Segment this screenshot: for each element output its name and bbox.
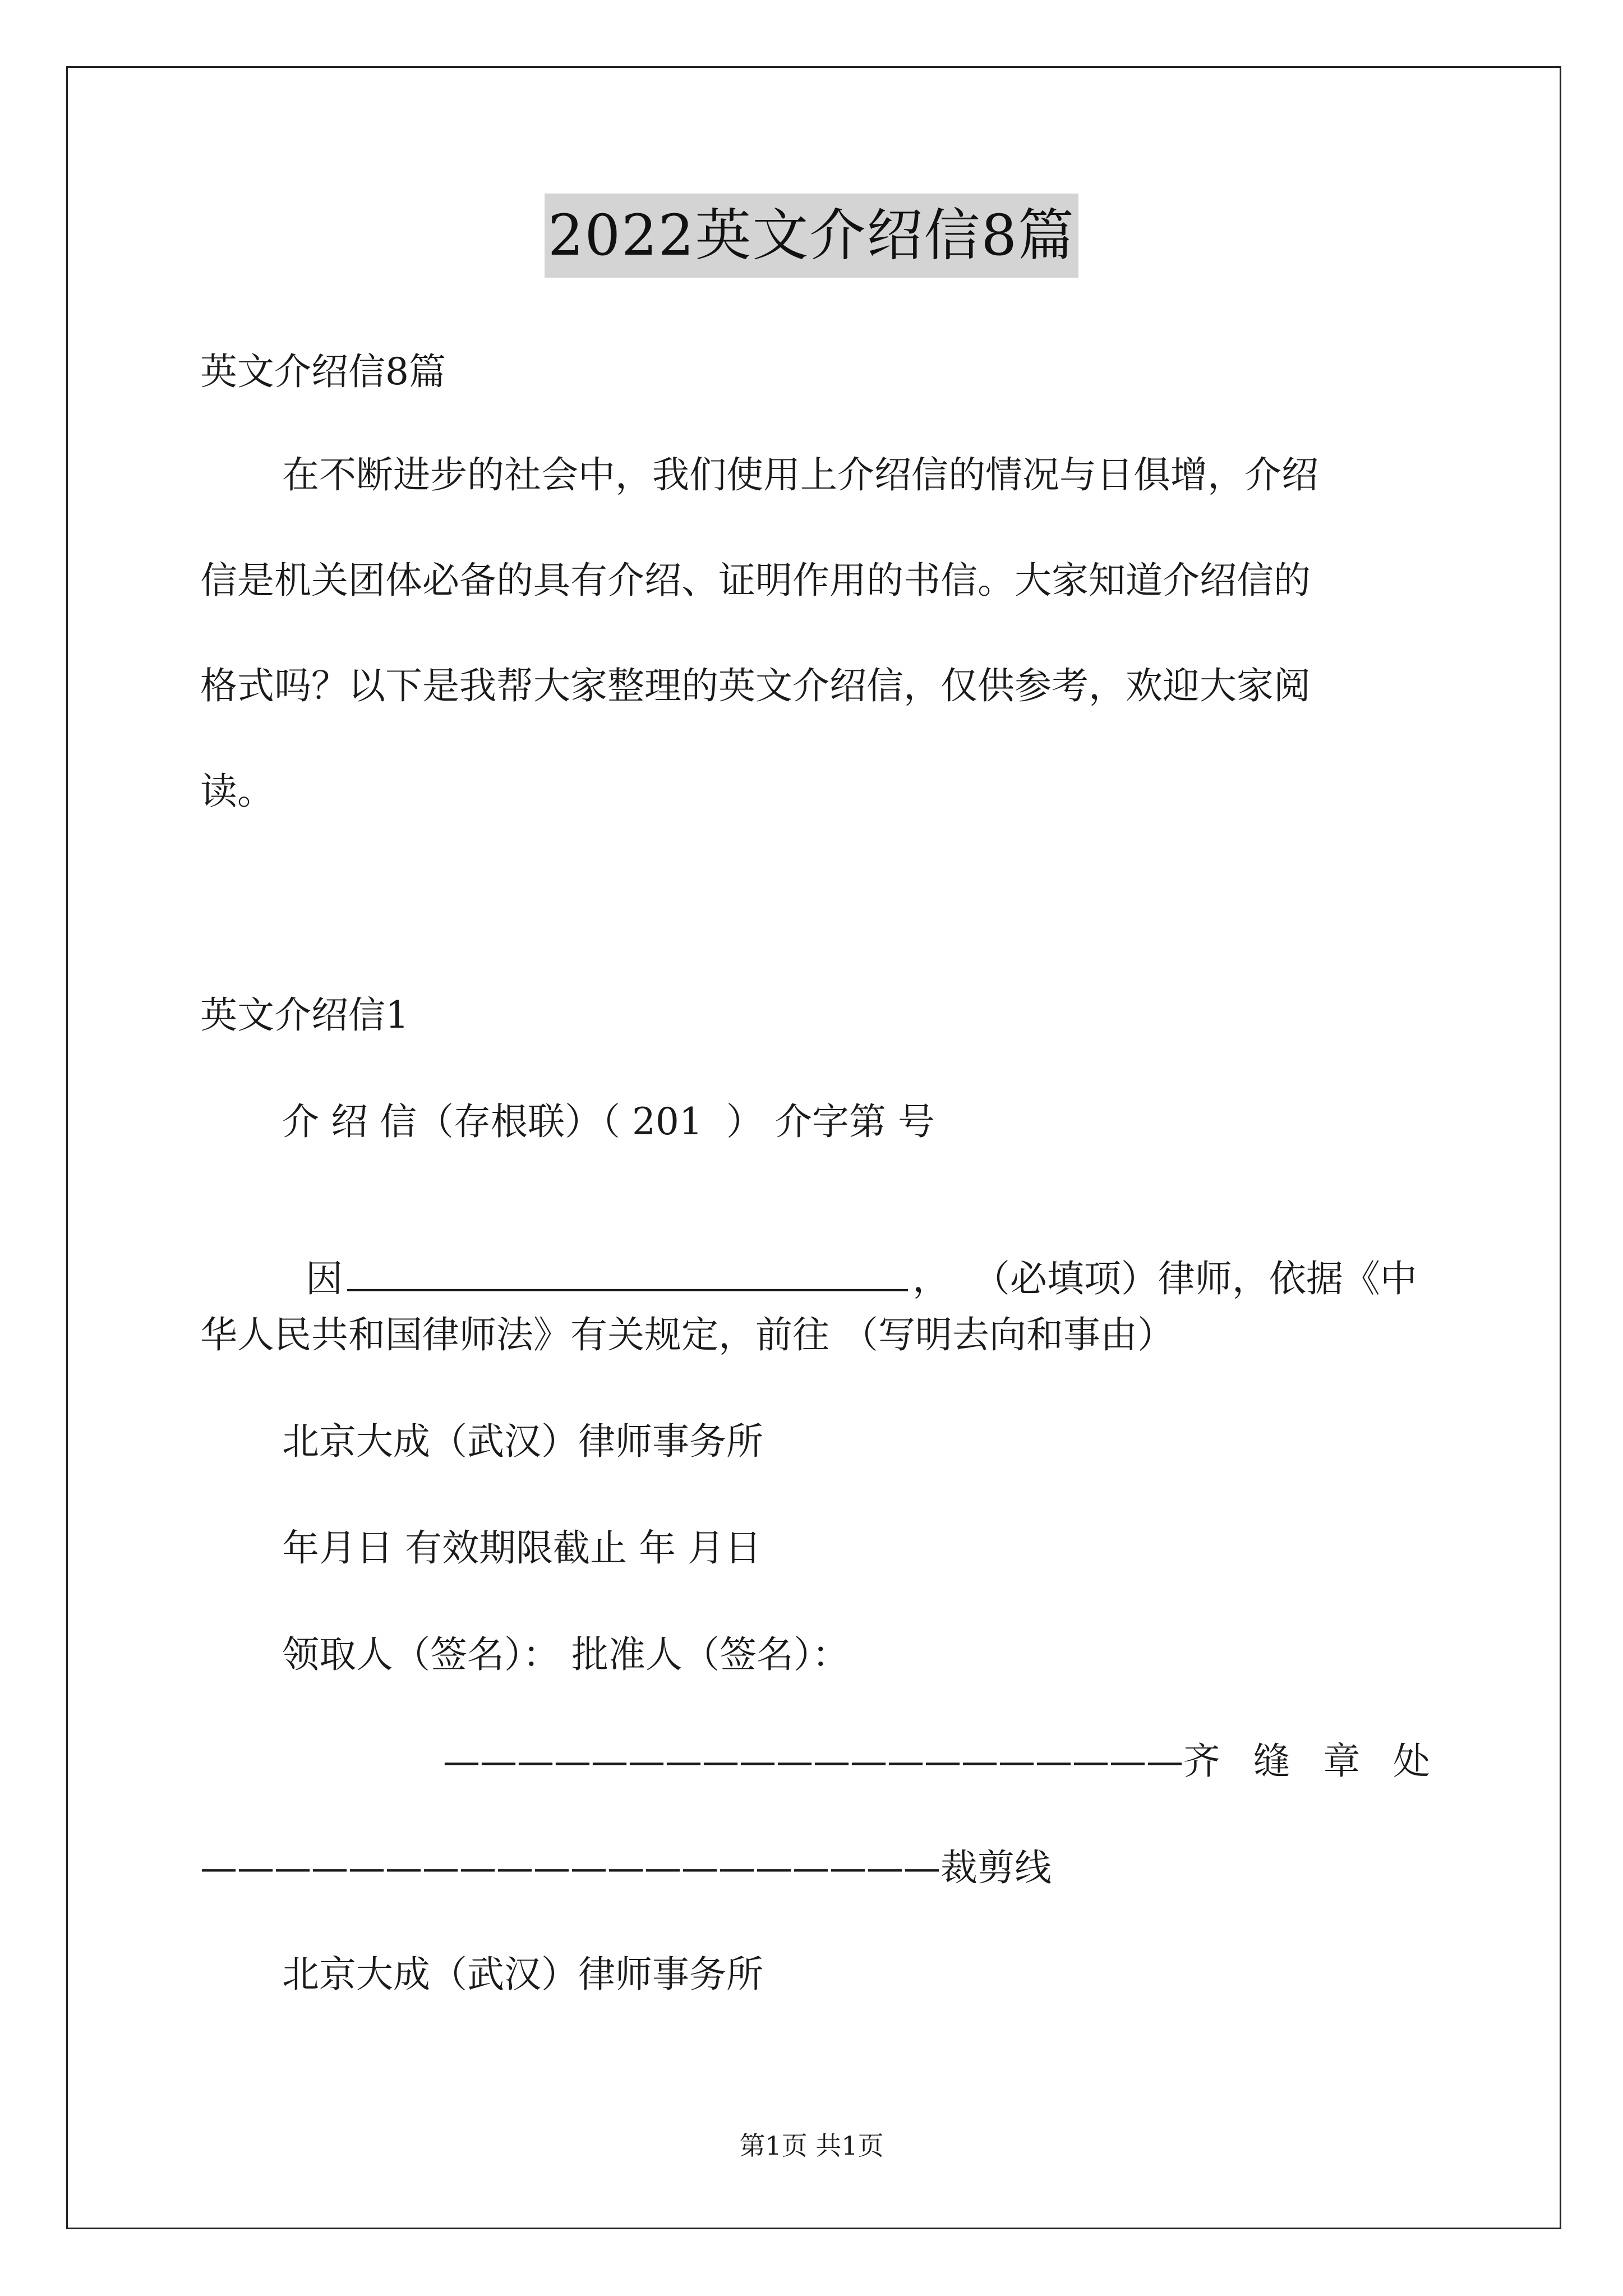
firm-name: 北京大成（武汉）律师事务所 (282, 1420, 763, 1463)
page-footer: 第1页 共1页 (739, 2131, 884, 2161)
seal-char-3: 处 (1393, 1740, 1430, 1783)
because-suffix: ， （必填项）律师，依据《中 (912, 1257, 1417, 1300)
intro-line-4: 读。 (200, 770, 274, 813)
seal-char-2: 章 (1323, 1740, 1361, 1783)
document-subtitle: 英文介绍信8篇 (200, 350, 446, 393)
because-prefix: 因 (305, 1257, 343, 1300)
seal-char-1: 缝 (1253, 1740, 1290, 1783)
fill-in-blank[interactable] (347, 1255, 908, 1291)
intro-line-2: 信是机关团体必备的具有介绍、证明作用的书信。大家知道介绍信的 (200, 559, 1311, 602)
title-container (0, 194, 1623, 278)
cut-line: ————————————————————裁剪线 (200, 1846, 1052, 1889)
seal-line (443, 1736, 1430, 1787)
because-line (282, 1203, 1417, 1304)
stub-line: 介 绍 信（存根联）（ 201 ） 介字第 号 (282, 1100, 935, 1143)
firm-name-2: 北京大成（武汉）律师事务所 (282, 1953, 763, 1996)
intro-line-1: 在不断进步的社会中，我们使用上介绍信的情况与日俱增，介绍 (282, 453, 1318, 496)
document-title: 2022英文介绍信8篇 (545, 194, 1078, 278)
law-line: 华人民共和国律师法》有关规定，前往 （写明去向和事由） (200, 1313, 1174, 1356)
date-line: 年月日 有效期限截止 年 月日 (282, 1526, 762, 1570)
signature-line: 领取人（签名）： 批准人（签名）： (282, 1633, 849, 1676)
seal-dashes: ————————————————————齐 (443, 1740, 1220, 1783)
section-1-heading: 英文介绍信1 (200, 993, 409, 1037)
intro-line-3: 格式吗？以下是我帮大家整理的英文介绍信，仅供参考，欢迎大家阅 (200, 664, 1311, 707)
